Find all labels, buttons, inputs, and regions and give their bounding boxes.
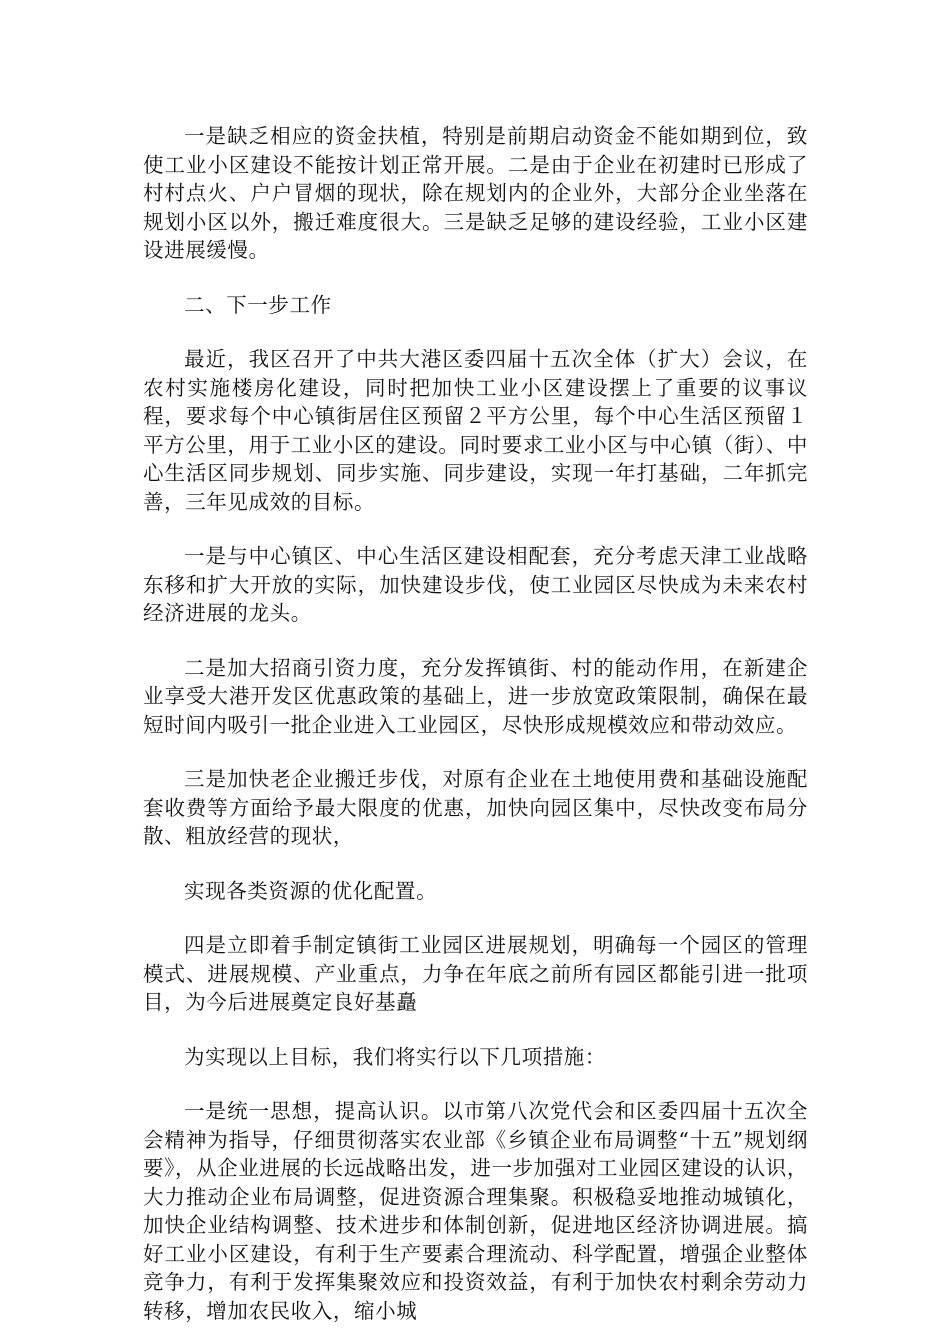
paragraph-1: 一是缺乏相应的资金扶植，特别是前期启动资金不能如期到位，致使工业小区建设不能按计划正常开展。二是由于企业在初建时已形成了村村点火、户户冒烟的现状，除在规划内的企业外，大部分企业坐落在规划小区以外，搬迁难度很大。三是缺乏足够的建设经验，工业小区建设进展缓慢。 bbox=[143, 124, 808, 262]
paragraph-10: 一是统一思想，提高认识。以市第八次党代会和区委四届十五次全会精神为指导，仔细贯彻落实农业部《乡镇企业布局调整“十五”规划纲要》，从企业进展的长远战略出发，进一步加强对工业园区建设的认识，大力推动企业布局调整，促进资源合理集聚。积极稳妥地推动城镇化，加快企业结构调整、技术进步和体制创新，促进地区经济协调进展。搞好工业小区建设，有利于生产要素合理流动、科学配置，增强企业整体竞争力，有利于发挥集聚效应和投资效益，有利于加快农村剩余劳动力转移，增加农民收入，缩小城 bbox=[143, 1099, 808, 1323]
paragraph-8: 四是立即着手制定镇街工业园区进展规划，明确每一个园区的管理模式、进展规模、产业重点，力争在年底之前所有园区都能引进一批项目，为今后进展奠定良好基矗 bbox=[143, 933, 808, 1014]
paragraph-7: 实现各类资源的优化配置。 bbox=[184, 878, 438, 903]
paragraph-6: 三是加快老企业搬迁步伐，对原有企业在土地使用费和基础设施配套收费等方面给予最大限度的优惠，加快向园区集中，尽快改变布局分散、粗放经营的现状， bbox=[143, 767, 808, 848]
paragraph-3: 最近，我区召开了中共大港区委四届十五次全体（扩大）会议，在农村实施楼房化建设，同时把加快工业小区建设摆上了重要的议事议程，要求每个中心镇街居住区预留２平方公里，每个中心生活区预留１平方公里，用于工业小区的建设。同时要求工业小区与中心镇（街）、中心生活区同步规划、同步实施、同步建设，实现一年打基础，二年抓完善，三年见成效的目标。 bbox=[143, 347, 808, 514]
paragraph-5: 二是加大招商引资力度，充分发挥镇街、村的能动作用，在新建企业享受大港开发区优惠政策的基础上，进一步放宽政策限制，确保在最短时间内吸引一批企业进入工业园区，尽快形成规模效应和带动效应。 bbox=[143, 655, 808, 737]
section-heading-next-steps: 二、下一步工作 bbox=[184, 292, 332, 317]
paragraph-9: 为实现以上目标，我们将实行以下几项措施： bbox=[184, 1044, 606, 1069]
document-page bbox=[143, 122, 808, 1325]
paragraph-4: 一是与中心镇区、中心生活区建设相配套，充分考虑天津工业战略东移和扩大开放的实际，加快建设步伐，使工业园区尽快成为未来农村经济进展的龙头。 bbox=[143, 544, 808, 625]
